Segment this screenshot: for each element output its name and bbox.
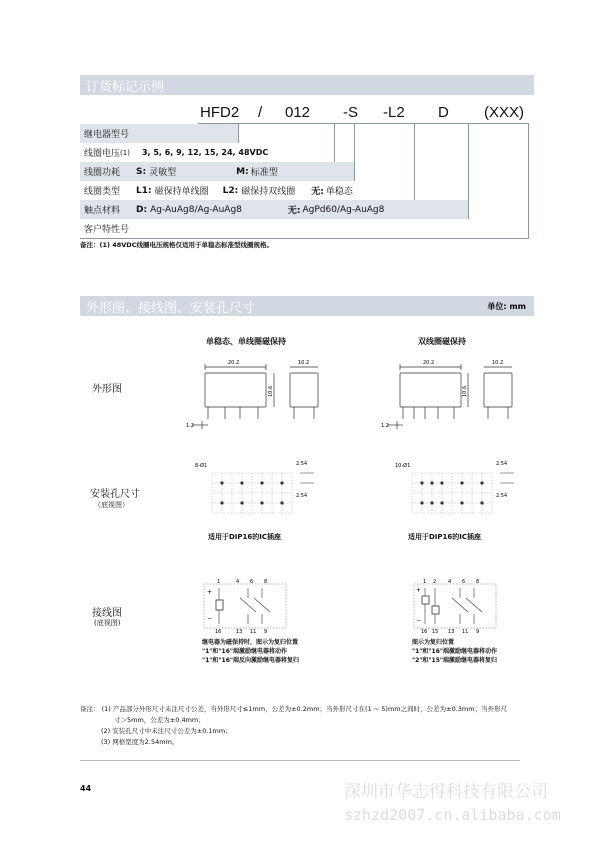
row-label: 继电器型号 <box>84 130 130 140</box>
pin-label: 9 <box>264 629 268 634</box>
order-section-banner <box>80 75 534 95</box>
pin-label: 9 <box>476 629 480 634</box>
label-holes-sub: （底视图） <box>94 501 129 509</box>
wiring-diagram-2 <box>408 578 503 634</box>
pin-label: 1 <box>423 579 427 585</box>
hole-count: 10-Ø1 <box>395 463 411 469</box>
code-voltage: 012 <box>285 104 311 121</box>
connector-line <box>334 123 335 162</box>
order-section-title: 订货标记示例 <box>86 79 165 95</box>
row-coil-power <box>80 162 354 181</box>
connector-line <box>354 123 355 181</box>
dim-length: 20.2 <box>228 360 240 366</box>
caption-line: "1"和"16"端激励继电器将动作 <box>202 648 288 655</box>
hole-count: 8-Ø1 <box>195 463 208 469</box>
row-coil-type <box>80 181 414 200</box>
part-value: AgPd60/Ag-AuAg8 <box>302 204 385 215</box>
code-coil: -L2 <box>383 104 405 121</box>
pin-label: 2 <box>433 579 437 585</box>
row-coil-voltage <box>80 143 334 162</box>
code-power: -S <box>343 104 358 121</box>
code-contact: D <box>438 104 449 121</box>
col1-header: 单稳态、单线圈磁保持 <box>206 337 286 346</box>
part-value: 单稳态 <box>325 187 353 197</box>
note-line: (2) 安装孔尺寸中未注尺寸公差为±0.1mm； <box>101 727 232 735</box>
pin-label: 1 <box>217 579 221 585</box>
socket-caption-2: 适用于DIP16的IC插座 <box>408 533 482 541</box>
dimension-section-banner <box>80 296 534 316</box>
row-label: 客户特性号 <box>84 225 130 235</box>
caption-line: "1"和"16"端反向激励继电器将复归 <box>202 657 300 664</box>
caption-line: "2"和"15"端激励继电器将复归 <box>412 657 498 664</box>
footer-divider <box>80 760 520 761</box>
wiring-caption-1 <box>202 638 299 665</box>
pin-label: 4 <box>448 579 452 585</box>
pin-label: 13 <box>448 629 455 634</box>
pin-label: 6 <box>462 579 466 585</box>
dim-width: 10.2 <box>298 360 310 366</box>
connector-line <box>414 123 415 200</box>
caption-line: 图示为复归位置 <box>412 639 455 646</box>
part-value: 标准型 <box>250 168 278 178</box>
pin-label: 13 <box>236 629 243 634</box>
part-value: 磁保持单线圈 <box>154 187 209 197</box>
row-relay-model <box>80 124 238 143</box>
table-bottom-line <box>80 238 529 239</box>
part-key: 无: <box>311 187 324 197</box>
note-line: (3) 网格宽度为2.54mm。 <box>101 738 179 746</box>
pin-label: 6 <box>250 579 254 585</box>
code-slash: / <box>258 104 263 121</box>
dim-pin-offset: 1.2 <box>186 423 194 429</box>
connector-line <box>528 123 529 238</box>
row-customer-code <box>80 219 528 238</box>
plus-sign: + <box>416 587 422 594</box>
minus-sign: − <box>207 615 213 622</box>
label-holes: 安装孔尺寸 <box>90 489 140 500</box>
pin-label: 16 <box>421 629 428 634</box>
watermark-url: szhzd2007.cn.alibaba.com <box>344 806 561 824</box>
dim-height: 10.6 <box>462 385 468 397</box>
hole-grid-1 <box>190 455 320 525</box>
page-number: 44 <box>80 784 92 793</box>
wiring-diagram-1 <box>198 578 293 634</box>
dim-width: 10.2 <box>492 360 504 366</box>
unit-label: 单位: mm <box>487 301 526 311</box>
part-value: 磁保持双线圈 <box>241 187 296 197</box>
pin-label: 15 <box>432 629 439 634</box>
col2-header: 双线圈磁保持 <box>418 337 466 346</box>
label-wiring-sub: (底视图) <box>94 619 121 627</box>
order-note: 备注：(1) 48VDC线圈电压规格仅适用于单稳态标准型线圈规格。 <box>80 241 273 249</box>
row-label: 触点材料 <box>84 206 121 216</box>
note-line: 寸＞5mm，公差为±0.4mm； <box>114 716 205 724</box>
pin-label: 16 <box>215 629 222 634</box>
bottom-notes <box>80 704 540 748</box>
pin-label: 4 <box>236 579 240 585</box>
caption-line: "1"和"16"端激励继电器将动作 <box>412 648 498 655</box>
pitch-label: 2.54 <box>496 493 508 499</box>
wiring-caption-2 <box>412 638 497 665</box>
pitch-label: 2.54 <box>496 461 508 467</box>
part-value: Ag-AuAg8/Ag-AuAg8 <box>150 204 242 215</box>
row-label: 线圈类型 <box>84 187 121 197</box>
connector-line <box>238 123 239 143</box>
connector-line <box>468 123 469 219</box>
part-key: M: <box>236 166 249 177</box>
pin-label: 8 <box>476 579 480 585</box>
dim-height: 10.6 <box>268 385 274 397</box>
socket-caption-1: 适用于DIP16的IC插座 <box>208 533 282 541</box>
note-line: 备注： (1) 产品部分外形尺寸未注尺寸公差，当外形尺寸≤1mm，公差为±0.2mm；当外形尺寸在(1 ~ 5)mm之间时，公差为±0.3mm；当外形尺 <box>80 705 508 713</box>
minus-sign: − <box>416 617 422 624</box>
part-key: L2: <box>222 185 239 196</box>
dim-length: 20.2 <box>423 360 435 366</box>
outline-drawing-1 <box>180 355 330 435</box>
pitch-label: 2.54 <box>296 493 308 499</box>
caption-line: 继电器为磁保持时，图示为复归位置 <box>202 639 299 646</box>
row-contact-material <box>80 200 468 219</box>
table-top-line <box>198 123 529 124</box>
dim-pin-offset: 1.2 <box>381 423 389 429</box>
row-label: 线圈电压 <box>84 149 121 159</box>
row-content: 3, 5, 6, 9, 12, 15, 24, 48VDC <box>141 148 269 157</box>
hole-grid-2 <box>390 455 520 525</box>
dimension-section-title: 外形图、接线图、安装孔尺寸 <box>86 300 256 316</box>
outline-drawing-2 <box>380 355 530 435</box>
pin-label: 11 <box>250 629 257 634</box>
watermark-company: 深圳市华志得科技有限公司 <box>344 782 548 802</box>
pin-label: 11 <box>462 629 469 634</box>
part-key: L1: <box>136 185 152 196</box>
pin-label: 8 <box>264 579 268 585</box>
row-sup: (1) <box>120 148 130 157</box>
plus-sign: + <box>207 589 213 596</box>
code-customer: (XXX) <box>484 104 525 121</box>
label-outline: 外形图 <box>92 384 122 395</box>
part-key: 无: <box>287 206 301 216</box>
pitch-label: 2.54 <box>296 461 308 467</box>
part-key: S: <box>136 166 147 177</box>
row-label: 线圈功耗 <box>84 168 121 178</box>
label-wiring: 接线图 <box>92 608 122 619</box>
code-model: HFD2 <box>200 104 240 121</box>
part-key: D: <box>136 204 148 215</box>
part-value: 灵敏型 <box>149 168 177 178</box>
